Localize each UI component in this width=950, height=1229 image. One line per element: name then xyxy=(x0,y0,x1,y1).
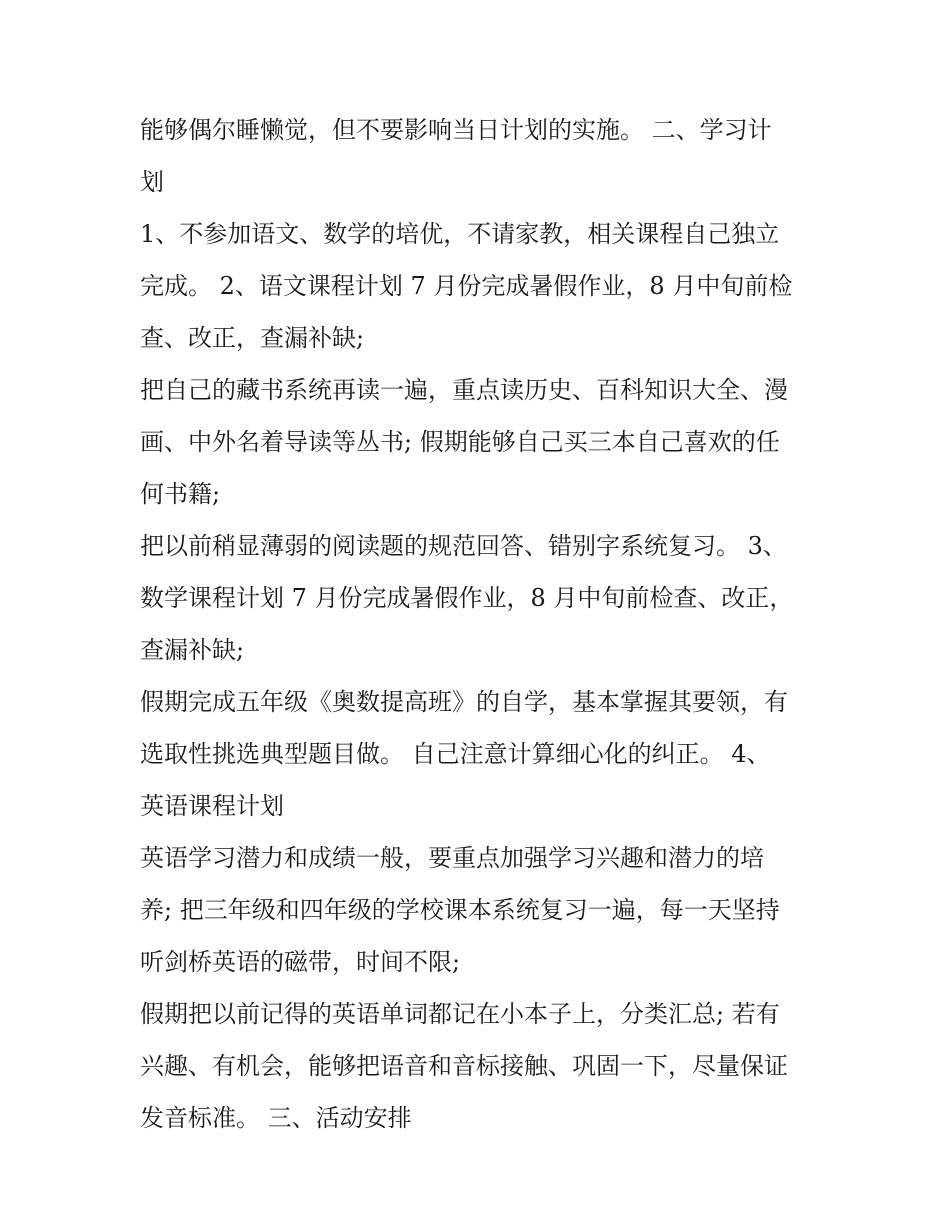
text-line: 选取性挑选典型题目做。 自己注意计算细心化的纠正。 4、 xyxy=(140,740,771,768)
text-line: 发音标准。 三、活动安排 xyxy=(140,1104,412,1132)
text-line: 兴趣、有机会，能够把语音和音标接触、巩固一下，尽量保证 xyxy=(140,1052,788,1080)
paragraph-5 xyxy=(140,676,820,832)
paragraph-2 xyxy=(140,208,820,364)
text-line: 把以前稍显薄弱的阅读题的规范回答、错别字系统复习。 3、 xyxy=(140,532,787,560)
text-line: 养; 把三年级和四年级的学校课本系统复习一遍，每一天坚持 xyxy=(140,896,780,924)
text-line: 查、改正，查漏补缺; xyxy=(140,324,365,352)
paragraph-1 xyxy=(140,104,820,208)
text-line: 听剑桥英语的磁带，时间不限; xyxy=(140,948,461,976)
body-text xyxy=(140,104,820,1144)
text-line: 英语学习潜力和成绩一般，要重点加强学习兴趣和潜力的培 xyxy=(140,844,764,872)
text-line: 假期完成五年级《奥数提高班》的自学，基本掌握其要领，有 xyxy=(140,688,788,716)
text-line: 何书籍; xyxy=(140,480,221,508)
paragraph-3 xyxy=(140,364,820,520)
paragraph-7 xyxy=(140,988,820,1144)
text-line: 完成。 2、语文课程计划 7 月份完成暑假作业，8 月中旬前检 xyxy=(140,272,793,300)
text-line: 数学课程计划 7 月份完成暑假作业，8 月中旬前检查、改正， xyxy=(140,584,794,612)
paragraph-6 xyxy=(140,832,820,988)
text-line: 假期把以前记得的英语单词都记在小本子上，分类汇总; 若有 xyxy=(140,1000,780,1028)
paragraph-4 xyxy=(140,520,820,676)
text-line: 1、不参加语文、数学的培优，不请家教，相关课程自己独立 xyxy=(140,220,780,248)
text-line: 能够偶尔睡懒觉，但不要影响当日计划的实施。 二、学习计 xyxy=(140,116,772,144)
text-line: 画、中外名着导读等丛书; 假期能够自己买三本自己喜欢的任 xyxy=(140,428,780,456)
text-line: 划 xyxy=(140,168,164,196)
text-line: 英语课程计划 xyxy=(140,792,284,820)
text-line: 把自己的藏书系统再读一遍，重点读历史、百科知识大全、漫 xyxy=(140,376,788,404)
text-line: 查漏补缺; xyxy=(140,636,245,664)
